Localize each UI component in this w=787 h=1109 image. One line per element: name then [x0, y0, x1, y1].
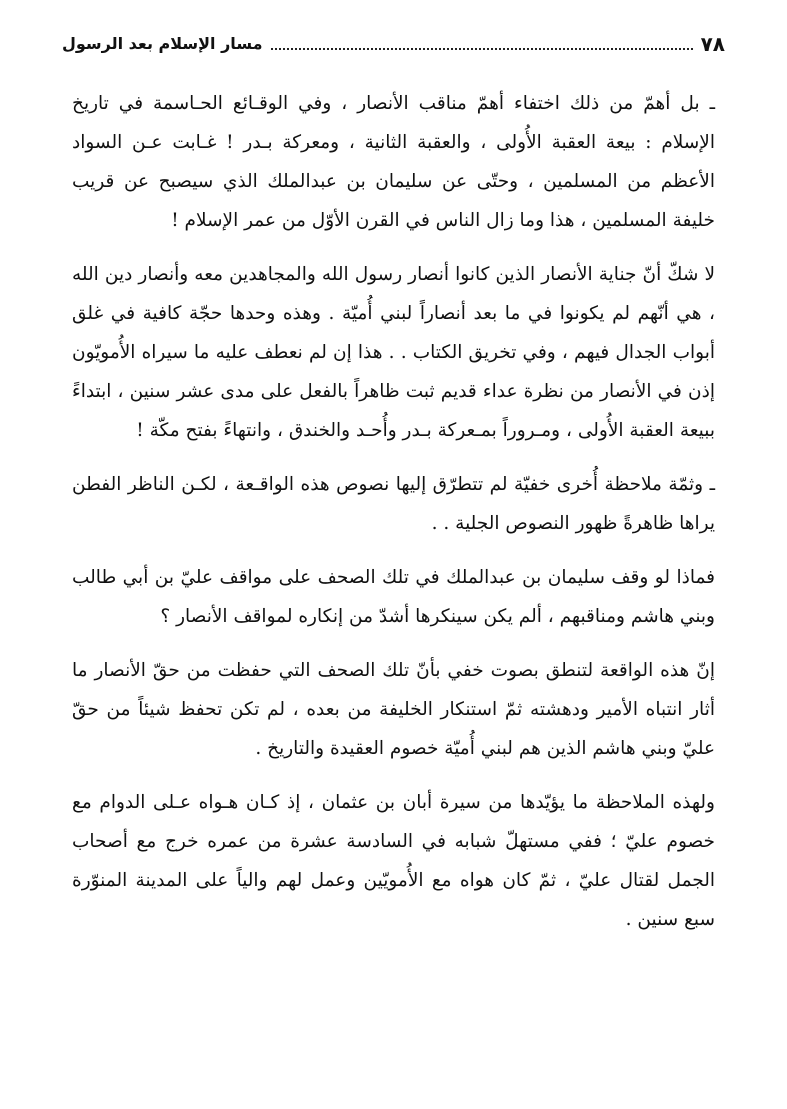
page-number: ٧٨: [700, 32, 725, 56]
paragraph: ـ وثمّة ملاحظة أُخرى خفيّة لم تتطرّق إليها نصوص هذه الواقـعة ، لكـن الناظر الفطن يراها ظاهرةً ظهور النصوص الجلية . .: [72, 474, 715, 534]
paragraph: لا شكّ أنّ جناية الأنصار الذين كانوا أنصار رسول الله والمجاهدين معه وأنصار دين الله ، هي أنّهم لم يكونوا في ما بعد أنصاراً لبني أُميّة . وهذه وحدها حجّة كافية في غلق أبواب الجدال فيهم ، وفي تخريق الكتاب . . هذا إن لم نعطف عليه ما سيراه الأُمويّون إذن في الأنصار من نظرة عداء قديم ثبت ظاهراً بالفعل على مدى عشر سنين ، ابتداءً ببيعة العقبة الأُولى ، ومـروراً بمـعركة بـدر وأُحـد والخندق ، وانتهاءً بفتح مكّة !: [72, 264, 715, 441]
page-header: [62, 30, 725, 56]
paragraph: فماذا لو وقف سليمان بن عبدالملك في تلك الصحف على مواقف عليّ بن أبي طالب وبني هاشم ومناقبهم ، ألم يكن سينكرها أشدّ من إنكاره لمواقف الأنصار ؟: [72, 567, 715, 627]
main-text: [72, 84, 715, 954]
paragraph: ولهذه الملاحظة ما يؤيّدها من سيرة أبان بن عثمان ، إذ كـان هـواه عـلى الدوام مع خصوم عليّ ؛ ففي مستهلّ شبابه في السادسة عشرة من عمره خرج مع أصحاب الجمل لقتال عليّ ، ثمّ كان هواه مع الأُمويّين وعمل لهم والياً على المدينة المنوّرة سبع سنين .: [72, 792, 715, 930]
paragraph: ـ بل أهمّ من ذلك اختفاء أهمّ مناقب الأنصار ، وفي الوقـائع الحـاسمة في تاريخ الإسلام : بيعة العقبة الأُولى ، والعقبة الثانية ، ومعركة بـدر ! غـابت عـن السواد الأعظم من المسلمين ، وحتّى عن سليمان بن عبدالملك الذي سيصبح عن قريب خليفة المسلمين ، هذا وما زال الناس في القرن الأوّل من عمر الإسلام !: [72, 93, 715, 231]
running-title: مسار الإسلام بعد الرسول: [62, 34, 263, 53]
paragraph: إنّ هذه الواقعة لتنطق بصوت خفي بأنّ تلك الصحف التي حفظت من حقّ الأنصار ما أثار انتباه الأمير ودهشته ثمّ استنكار الخليفة من بعده ، لم تكن تحفظ شيئاً من حقّ عليّ وبني هاشم الذين هم لبني أُميّة خصوم العقيدة والتاريخ .: [72, 660, 715, 759]
dotted-leader: [271, 48, 693, 50]
